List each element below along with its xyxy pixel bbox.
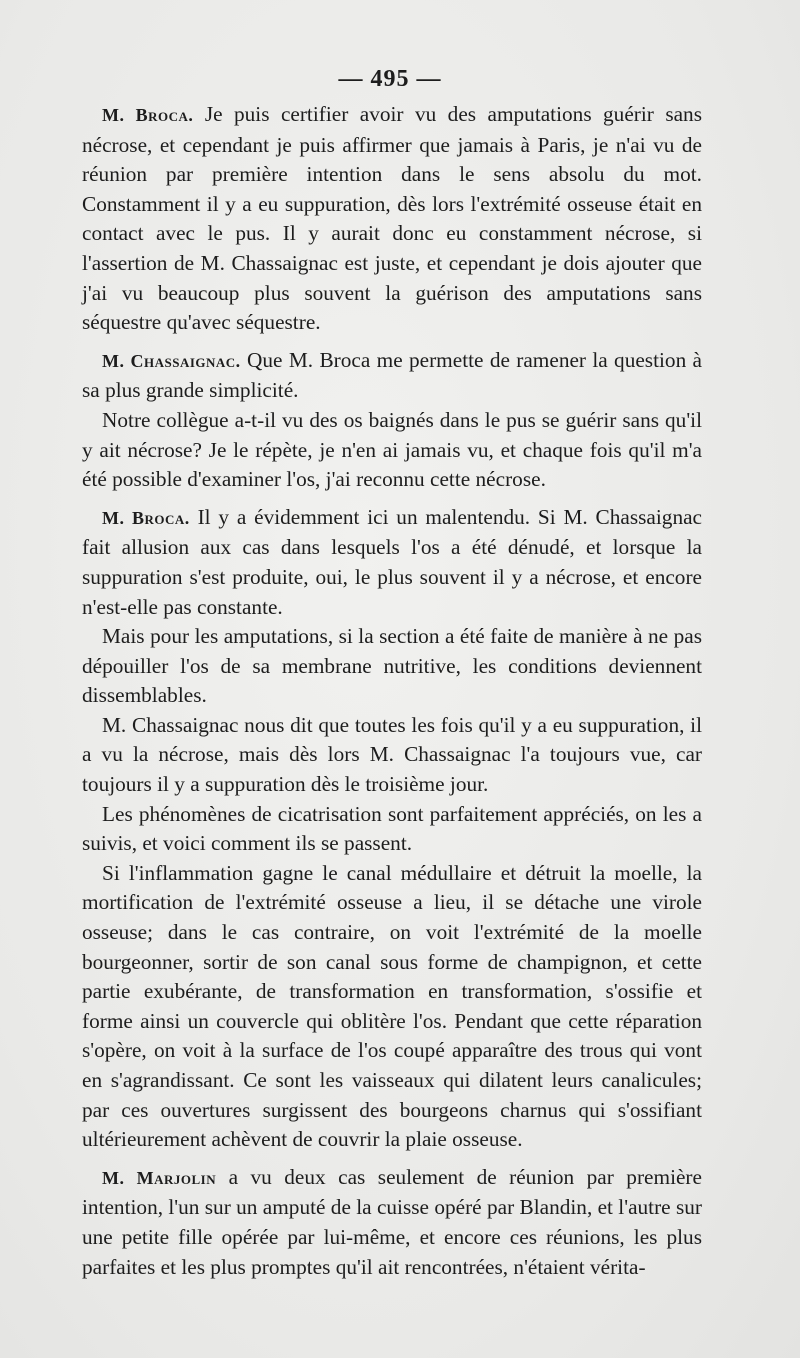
paragraph-text: Notre collègue a-t-il vu des os baignés dans le pus se guérir sans qu'il y ait nécrose? Je le répète, je n'en ai jamais vu, et chaque fois qu'il m'a été possible d'examiner l'os, j'ai reconnu cette nécrose. bbox=[82, 407, 702, 492]
paragraph-broca-5 bbox=[82, 800, 702, 859]
paragraph-text: Les phénomènes de cicatrisation sont parfaitement appréciés, on les a suivis, et voici comment ils se passent. bbox=[82, 801, 702, 856]
body-text bbox=[82, 100, 702, 1282]
paragraph-text: Je puis certifier avoir vu des amputations guérir sans nécrose, et cependant je puis affirmer que jamais à Paris, je n'ai vu de réunion par première intention dans le sens absolu du mot. Constamment il y a eu suppuration, dès lors l'extrémité osseuse était en contact avec le pus. Il y aurait donc eu constamment nécrose, si l'assertion de M. Chassaignac est juste, et cependant je dois ajouter que j'ai vu beaucoup plus souvent la guérison des amputations sans séquestre qu'avec séquestre. bbox=[82, 102, 702, 335]
paragraph-broca-6 bbox=[82, 859, 702, 1155]
paragraph-text: a vu deux cas seulement de réunion par première intention, l'un sur un amputé de la cuisse opéré par Blandin, et l'autre sur une petite fille opérée par lui-même, et encore ces réunions, les plus parfaites et les plus promptes qu'il ait rencontrées, n'étaient vérita- bbox=[82, 1164, 702, 1279]
paragraph-broca-1 bbox=[82, 100, 702, 338]
page-number: — 495 — bbox=[338, 66, 442, 92]
speaker-name: M. Broca. bbox=[102, 105, 194, 125]
paragraph-text: Si l'inflammation gagne le canal médullaire et détruit la moelle, la mortification de l'extrémité osseuse a lieu, il se détache une virole osseuse; dans le cas contraire, on voit l'extrémité de la moelle bourgeonner, sortir de son canal sous forme de champignon, et cette partie exubérante, de transformation en transformation, s'ossifie et forme ainsi un couvercle qui oblitère l'os. Pendant que cette réparation s'opère, on voit à la surface de l'os coupé apparaître des trous qui vont en s'agrandissant. Ce sont les vaisseaux qui dilatent leurs canalicules; par ces ouvertures surgissent des bourgeons charnus qui s'ossifiant ultérieurement achèvent de couvrir la plaie osseuse. bbox=[82, 860, 702, 1152]
paragraph-marjolin-1 bbox=[82, 1163, 702, 1282]
speaker-name: M. Marjolin bbox=[102, 1167, 217, 1188]
speaker-name: M. Broca. bbox=[102, 507, 190, 528]
paragraph-chassaignac-1 bbox=[82, 346, 702, 406]
paragraph-broca-2 bbox=[82, 503, 702, 622]
paragraph-text: Mais pour les amputations, si la section a été faite de manière à ne pas dépouiller l'os de sa membrane nutritive, les conditions deviennent dissemblables. bbox=[82, 624, 702, 708]
paragraph-text: M. Chassaignac nous dit que toutes les fois qu'il y a eu suppuration, il a vu la nécrose, mais dès lors M. Chassaignac l'a toujours vue, car toujours il y a suppuration dès le troisième jour. bbox=[82, 712, 702, 797]
paragraph-text: Il y a évidemment ici un malentendu. Si M. Chassaignac fait allusion aux cas dans lesquels l'os a été dénudé, et lorsque la suppuration s'est produite, oui, le plus souvent il y a nécrose, et encore n'est-elle pas constante. bbox=[82, 504, 702, 619]
speaker-name: M. Chassaignac. bbox=[102, 350, 241, 371]
paragraph-broca-4 bbox=[82, 711, 702, 800]
paragraph-broca-3 bbox=[82, 622, 702, 711]
paragraph-chassaignac-2 bbox=[82, 406, 702, 495]
paragraph-text: Que M. Broca me permette de ramener la question à sa plus grande simplicité. bbox=[82, 347, 703, 403]
